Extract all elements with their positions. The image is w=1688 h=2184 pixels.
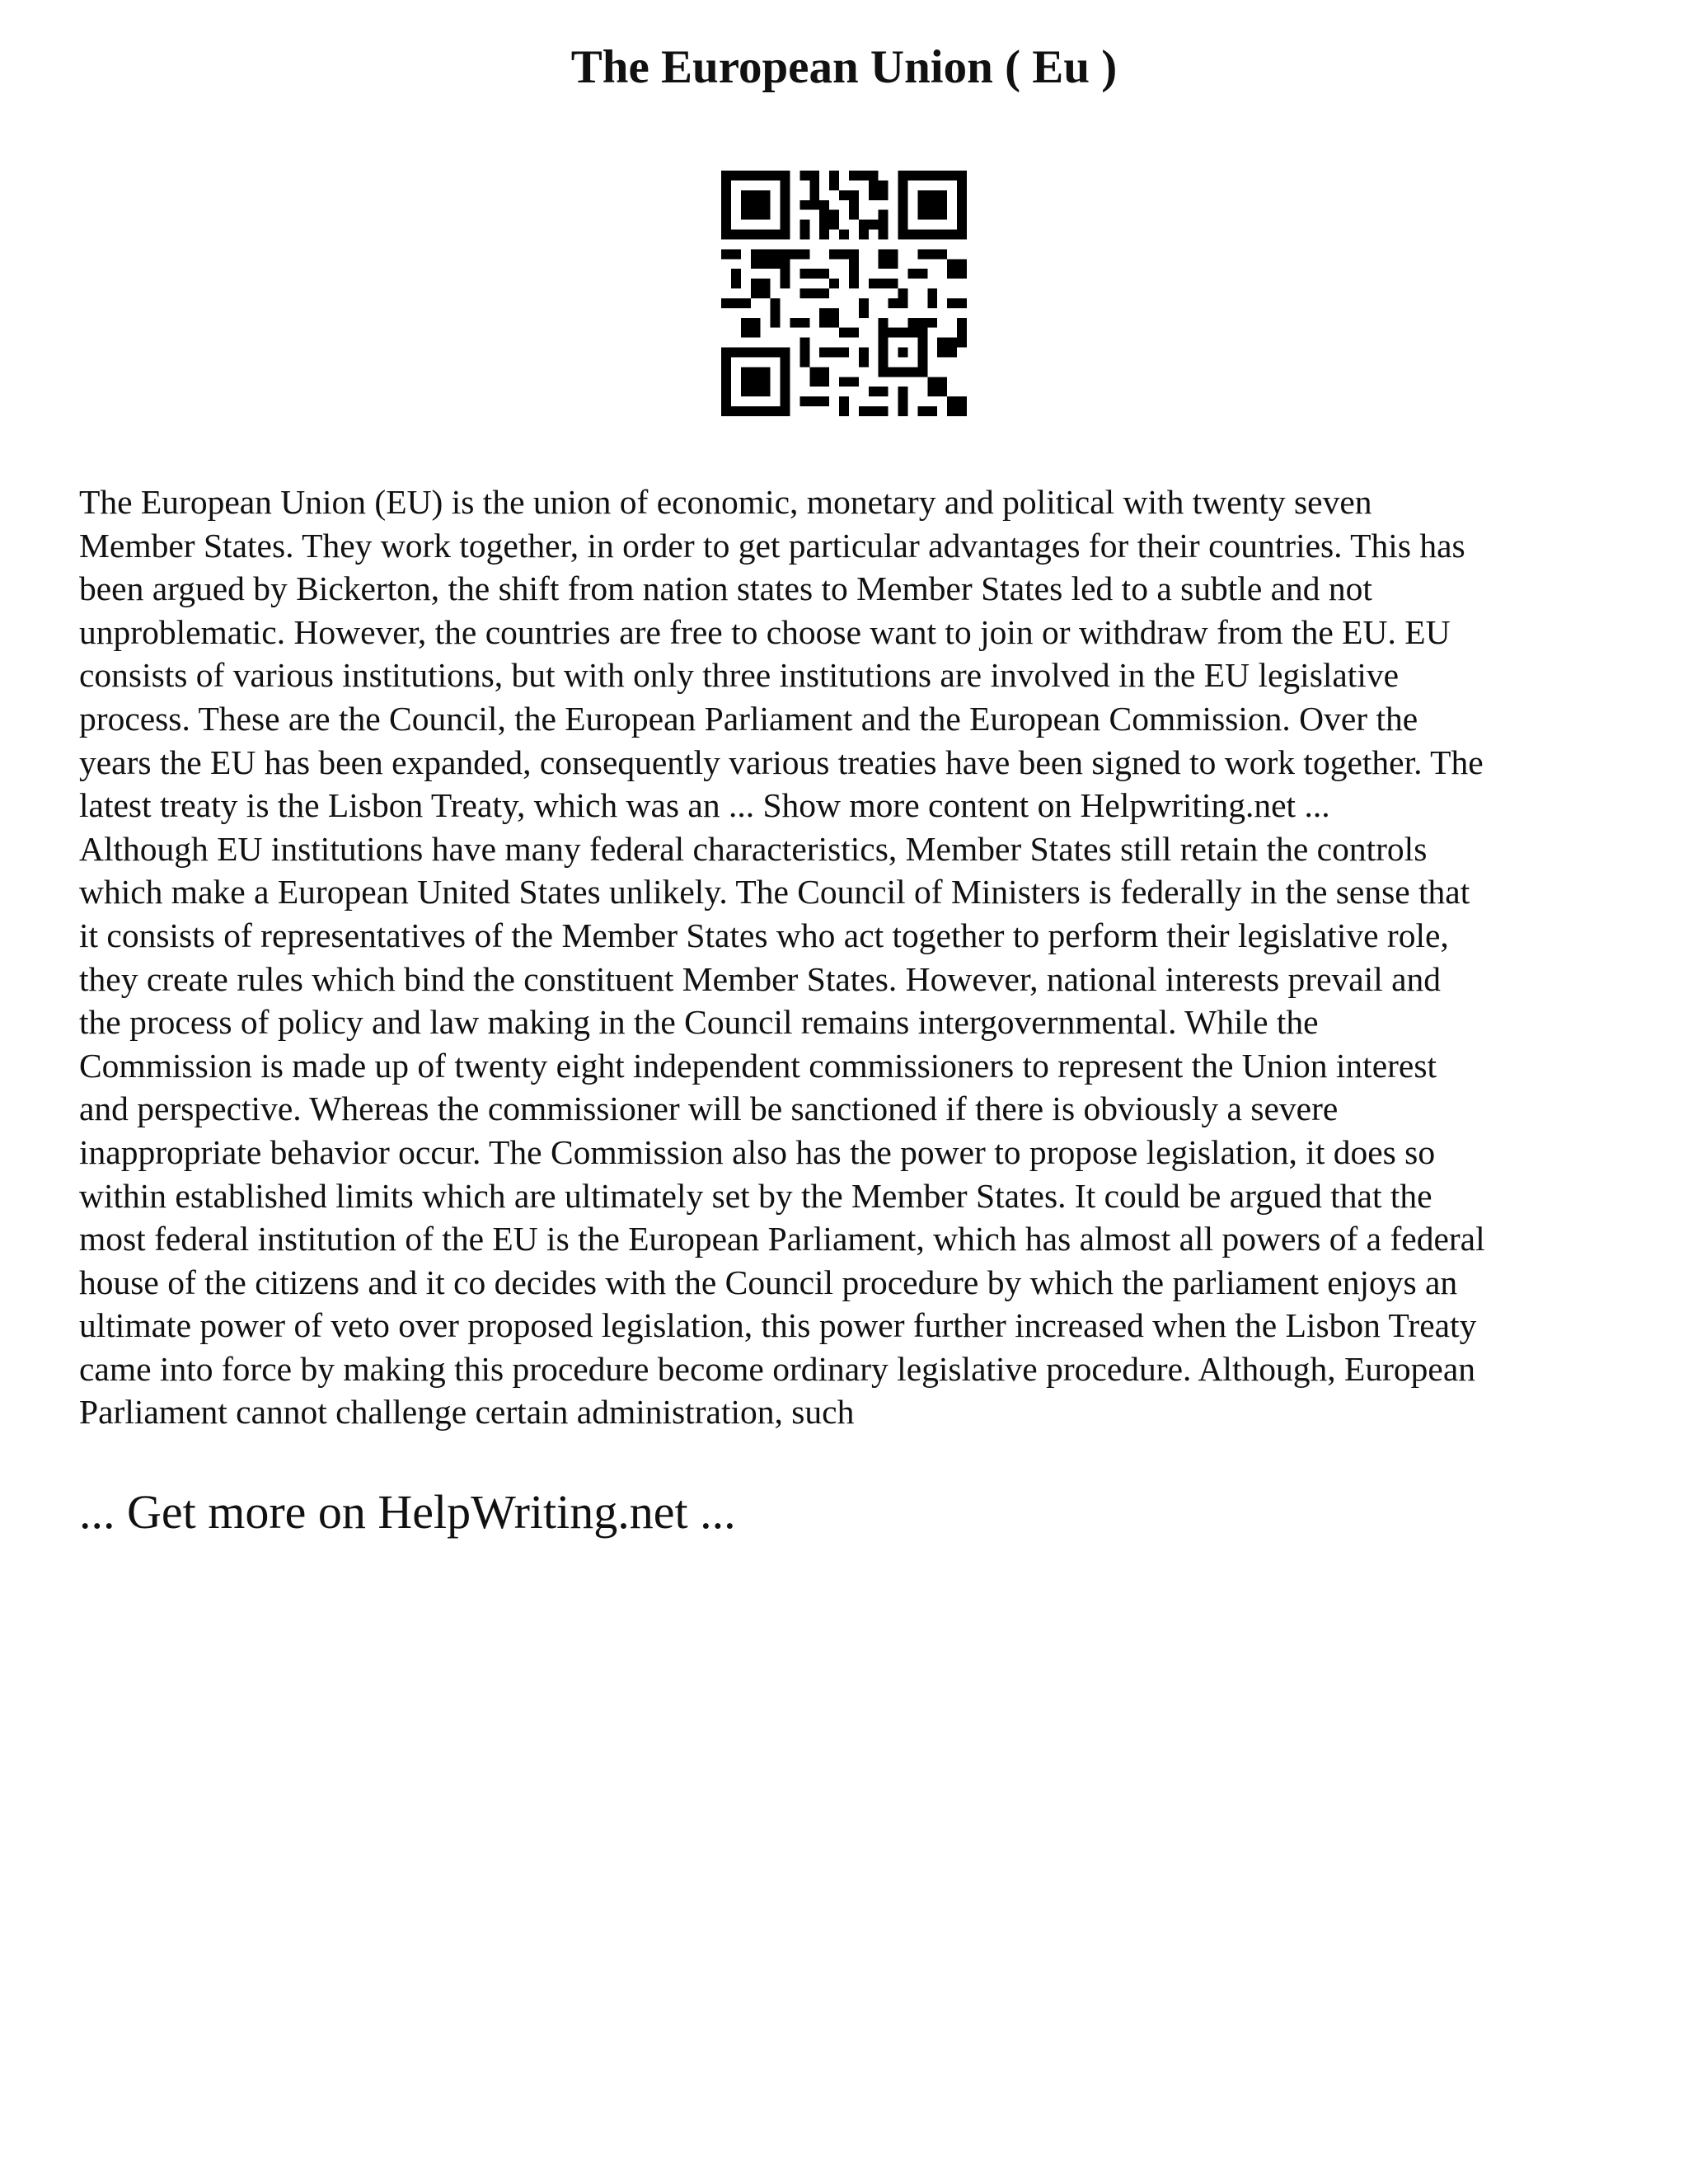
body-line: within established limits which are ultimately set by the Member States. It could be argued that the [79, 1176, 1432, 1215]
body-line: Parliament cannot challenge certain administration, such [79, 1393, 855, 1432]
body-line: and perspective. Whereas the commissioner will be sanctioned if there is obviously a severe [79, 1090, 1339, 1128]
body-line: they create rules which bind the constituent Member States. However, national interests prevail and [79, 959, 1442, 998]
body-line: ultimate power of veto over proposed legislation, this power further increased when the Lisbon Treaty [79, 1306, 1477, 1345]
qr-code-graphic [721, 171, 967, 416]
body-line: which make a European United States unlikely. The Council of Ministers is federally in the sense that [79, 873, 1470, 912]
body-line: most federal institution of the EU is the European Parliament, which has almost all powers of a federal [79, 1220, 1485, 1258]
body-line: Although EU institutions have many federal characteristics, Member States still retain the controls [79, 829, 1428, 868]
get-more-link[interactable]: ... Get more on HelpWriting.net ... [79, 1485, 736, 1539]
page-title: The European Union ( Eu ) [570, 41, 1118, 93]
body-line: process. These are the Council, the European Parliament and the European Commission. Over the [79, 699, 1418, 738]
body-line: house of the citizens and it co decides with the Council procedure by which the parliament enjoys an [79, 1263, 1458, 1301]
body-line: came into force by making this procedure become ordinary legislative procedure. Although, European [79, 1349, 1476, 1388]
body-text [79, 480, 1629, 1434]
body-line: consists of various institutions, but with only three institutions are involved in the EU legislative [79, 656, 1400, 695]
body-line: been argued by Bickerton, the shift from nation states to Member States led to a subtle and not [79, 569, 1372, 608]
body-line: Member States. They work together, in order to get particular advantages for their countries. This has [79, 526, 1465, 565]
body-line: latest treaty is the Lisbon Treaty, which was an ... Show more content on Helpwriting.net ... [79, 786, 1330, 825]
body-line: the process of policy and law making in the Council remains intergovernmental. While the [79, 1003, 1319, 1042]
body-line: The European Union (EU) is the union of economic, monetary and political with twenty seven [79, 483, 1372, 521]
body-line: unproblematic. However, the countries are free to choose want to join or withdraw from the EU. EU [79, 612, 1451, 651]
qr-code-icon [721, 171, 967, 416]
body-line: inappropriate behavior occur. The Commission also has the power to propose legislation, it does so [79, 1132, 1436, 1171]
body-line: years the EU has been expanded, consequently various treaties have been signed to work together. The [79, 743, 1484, 781]
body-line: Commission is made up of twenty eight independent commissioners to represent the Union interest [79, 1046, 1437, 1085]
body-line: it consists of representatives of the Member States who act together to perform their legislative role, [79, 916, 1449, 954]
